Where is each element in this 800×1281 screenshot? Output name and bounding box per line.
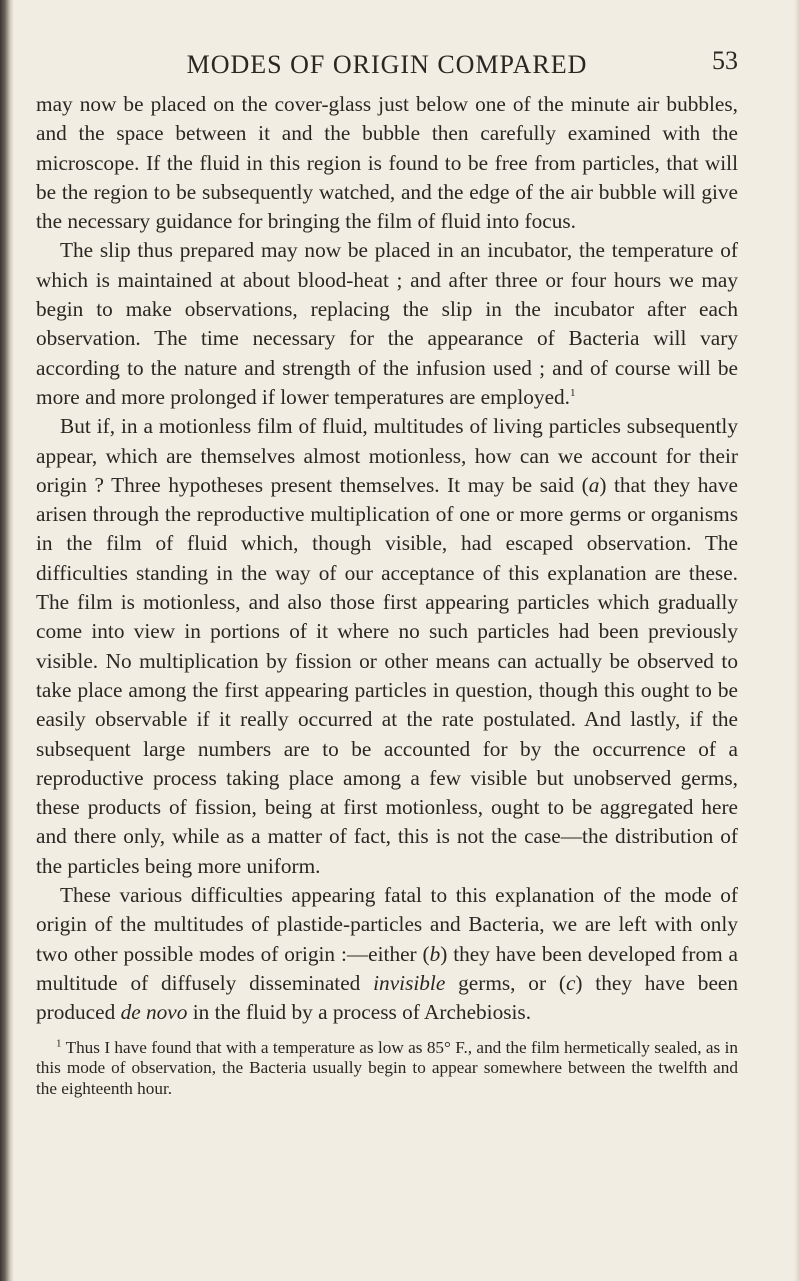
- paragraph-text: But if, in a motionless film of fluid, multitudes of living particles subsequently appear, which are themselves almost motionless, how can we account for their origin ? Three hypotheses present themselves. It may be said (: [36, 414, 738, 497]
- paragraph-text: ) they have been developed from a multitude of diffusely disseminated: [36, 941, 738, 995]
- emphasis-text: de novo: [120, 1000, 188, 1025]
- body-text: [36, 90, 738, 1028]
- footnote-marker: 1: [56, 1036, 62, 1049]
- page-edge: [794, 0, 800, 1281]
- paragraph-1: [36, 90, 738, 236]
- running-title: MODES OF ORIGIN COMPARED: [186, 50, 588, 79]
- footnote-body: Thus I have found that with a temperature as low as 85° F., and the film hermetically sealed, as in this mode of observation, the Bacteria usually begin to appear somewhere between the twelfth and the eighteenth hour.: [36, 1037, 738, 1098]
- enumeration-letter: a: [588, 472, 600, 497]
- paragraph-2: [36, 236, 738, 412]
- paragraph-text: These various difficulties appearing fatal to this explanation of the mode of origin of the multitudes of plastide-particles and Bacteria, we are left with only two other possible modes of origin :—either (: [36, 883, 738, 966]
- footnote-text: [36, 1038, 738, 1100]
- book-page: [36, 40, 738, 1099]
- paragraph-text: germs, or (: [445, 970, 566, 995]
- footnote: [36, 1038, 738, 1100]
- enumeration-letter: c: [565, 970, 576, 995]
- paragraph-text: ) that they have arisen through the reproductive multiplication of one or more germs or organisms in the film of fluid which, though visible, had escaped observation. The difficulties standing in the way of our acceptance of this explanation are these. The film is motionless, and also those first appearing particles which gradually come into view in portions of it where no such particles had been previously visible. No multiplication by fission or other means can actually be observed to take place among the first appearing particles in question, though this ought to be easily observable if it really occurred at the rate postulated. And lastly, if the subsequent large numbers are to be accounted for by the occurrence of a reproductive process taking place among a few visible but unobserved germs, these products of fission, being at first motionless, ought to be aggregated here and there only, while as a matter of fact, this is not the case—the distribution of the particles being more uniform.: [36, 472, 738, 878]
- paragraph-text: in the fluid by a process of Archebiosis.: [187, 1000, 532, 1025]
- paragraph-text: may now be placed on the cover-glass just below one of the minute air bubbles, and the space between it and the bubble then carefully examined with the microscope. If the fluid in this region is found to be free from particles, that will be the region to be subsequently watched, and the edge of the air bubble will give the necessary guidance for bringing the film of fluid into focus.: [36, 92, 738, 234]
- enumeration-letter: b: [429, 941, 441, 966]
- paragraph-4: [36, 881, 738, 1027]
- binding-shadow: [0, 0, 14, 1281]
- page-header: [36, 40, 738, 84]
- page-number: 53: [712, 46, 738, 75]
- paragraph-3: [36, 412, 738, 881]
- paragraph-text: The slip thus prepared may now be placed in an incubator, the temperature of which is maintained at about blood-heat ; and after three or four hours we may begin to make observations, replacing the slip in the incubator after each observation. The time necessary for the appearance of Bacteria will vary according to the nature and strength of the infusion used ; and of course will be more and more prolonged if lower temperatures are employed.: [36, 238, 738, 409]
- paragraph-text: ) they have been produced: [36, 970, 738, 1025]
- footnote-reference: 1: [570, 386, 576, 399]
- emphasis-text: invisible: [373, 970, 446, 995]
